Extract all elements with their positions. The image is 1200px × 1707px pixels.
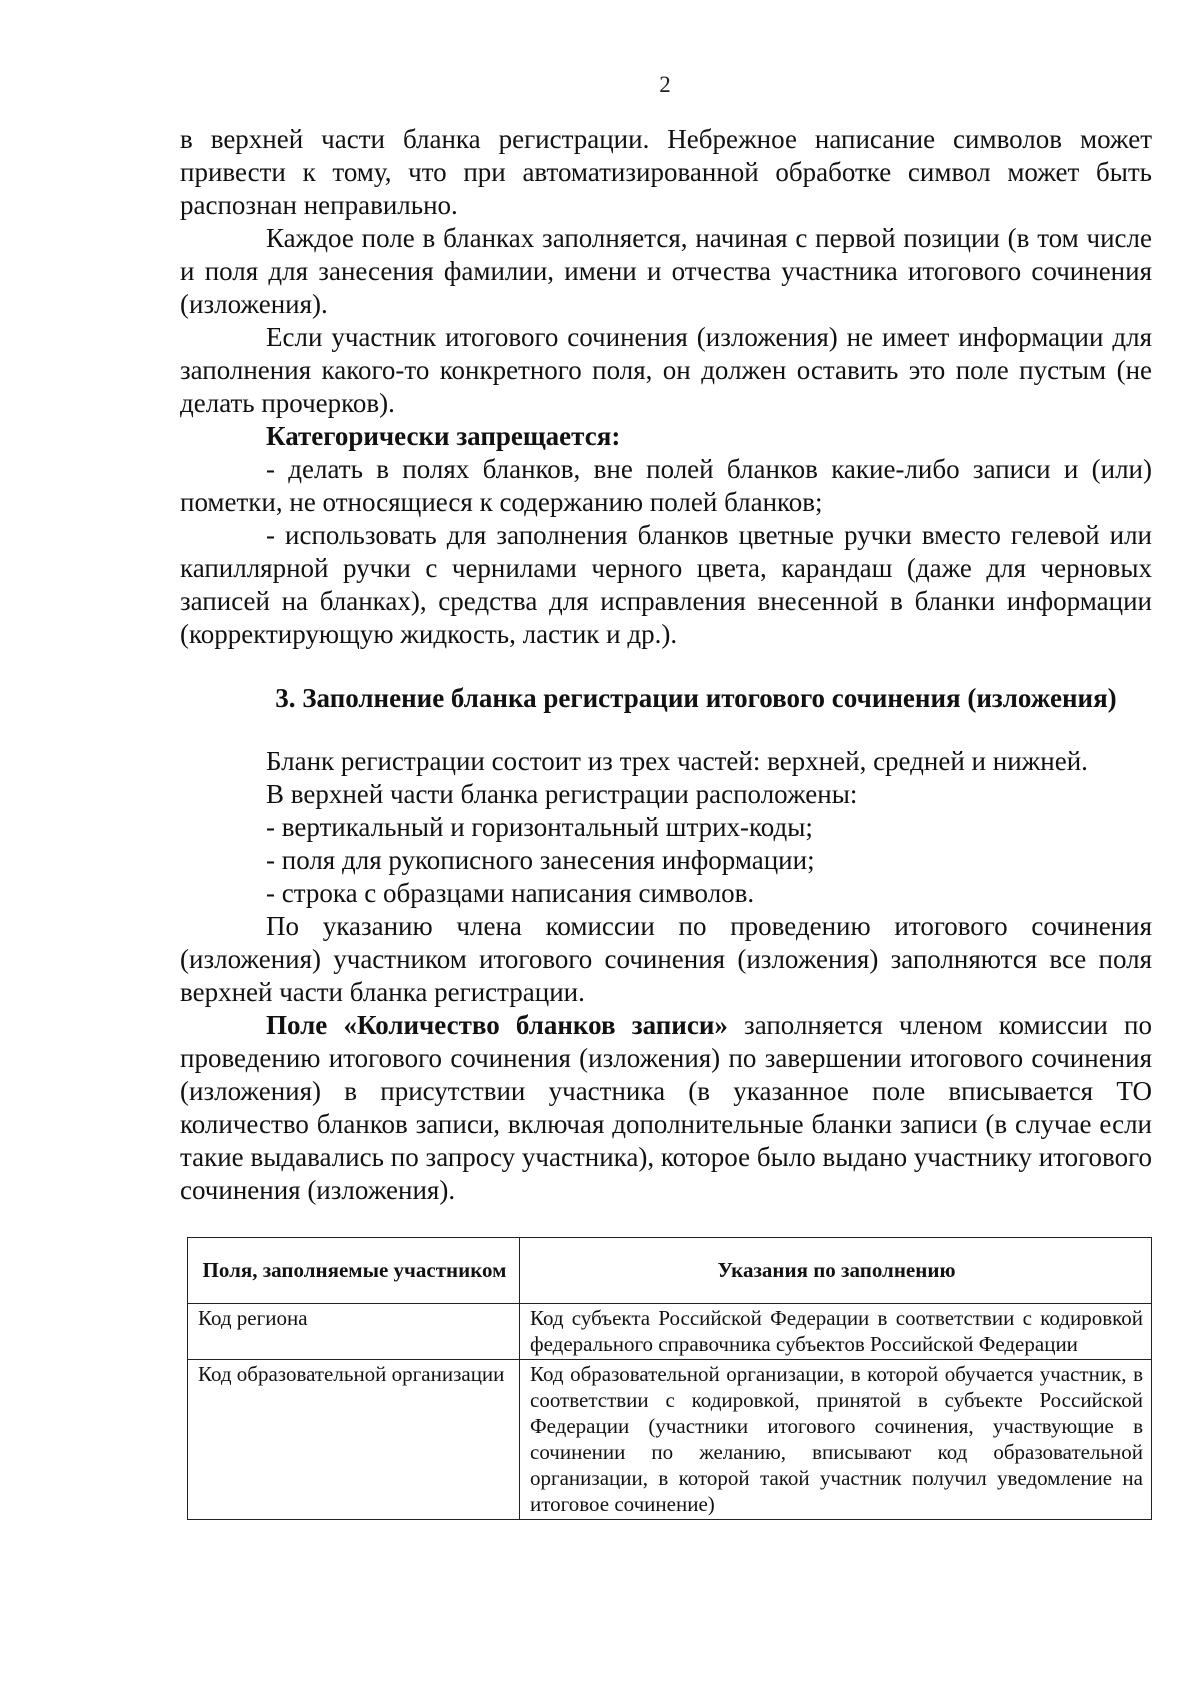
paragraph: Если участник итогового сочинения (изложения) не имеет информации для заполнения какого-то конкретного поля, он должен оставить это поле пустым (не делать прочерков). [180, 322, 1152, 418]
table-header: Указания по заполнению [520, 1238, 1152, 1304]
table-header: Поля, заполняемые участником [188, 1238, 520, 1304]
paragraph: в верхней части бланка регистрации. Небрежное написание символов может привести к тому, что при автоматизированной обработке символ может быть распознан неправильно. [180, 124, 1152, 220]
paragraph: Бланк регистрации состоит из трех частей: верхней, средней и нижней. [266, 746, 1088, 776]
section-title: 3. Заполнение бланка регистрации итогового сочинения (изложения) [275, 683, 1117, 713]
list-item: - поля для рукописного занесения информации; [266, 845, 815, 875]
paragraph [180, 1009, 1152, 1207]
paragraph: Каждое поле в бланках заполняется, начиная с первой позиции (в том числе и поля для занесения фамилии, имени и отчества участника итогового сочинения (изложения). [180, 223, 1152, 319]
fields-table [187, 1237, 1152, 1520]
table-row [188, 1304, 1152, 1360]
paragraph: В верхней части бланка регистрации расположены: [266, 779, 858, 809]
paragraph-text: заполняется членом комиссии по проведению итогового сочинения (изложения) по завершении итогового сочинения (изложения) в присутствии участника (в указанное поле вписывается ТО количество бланков записи, включая дополнительные бланки записи (в случае если такие выдавались по запросу участника), которое было выдано участнику итогового сочинения (изложения). [180, 1010, 1152, 1205]
table-row [188, 1360, 1152, 1520]
list-item: - строка с образцами написания символов. [266, 878, 755, 908]
list-item: - вертикальный и горизонтальный штрих-коды; [266, 812, 813, 842]
prohibited-heading: Категорически запрещается: [266, 421, 621, 451]
prohibited-item: - использовать для заполнения бланков цветные ручки вместо гелевой или капиллярной ручки с чернилами черного цвета, карандаш (даже для черновых записей на бланках), средства для исправления внесенной в бланки информации (корректирующую жидкость, ластик и др.). [180, 520, 1152, 649]
page-number: 2 [659, 72, 671, 97]
table-cell-instruction: Код субъекта Российской Федерации в соответствии с кодировкой федерального справочника субъектов Российской Федерации [520, 1304, 1152, 1360]
table-cell-field: Код региона [188, 1304, 520, 1360]
prohibited-item: - делать в полях бланков, вне полей бланков какие-либо записи и (или) пометки, не относящиеся к содержанию полей бланков; [180, 454, 1152, 517]
table-cell-instruction: Код образовательной организации, в которой обучается участник, в соответствии с кодировкой, принятой в субъекте Российской Федерации (участники итогового сочинения, участвующие в сочинении по желанию, вписывают код образовательной организации, в которой такой участник получил уведомление на итоговое сочинение) [520, 1360, 1152, 1520]
document-body [180, 123, 1152, 1207]
table-cell-field: Код образовательной организации [188, 1360, 520, 1520]
field-name-bold: Поле «Количество бланков записи» [266, 1010, 728, 1040]
table-header-row [188, 1238, 1152, 1304]
paragraph: По указанию члена комиссии по проведению итогового сочинения (изложения) участником итогового сочинения (изложения) заполняются все поля верхней части бланка регистрации. [180, 911, 1152, 1007]
fields-table-wrapper [187, 1237, 1152, 1520]
